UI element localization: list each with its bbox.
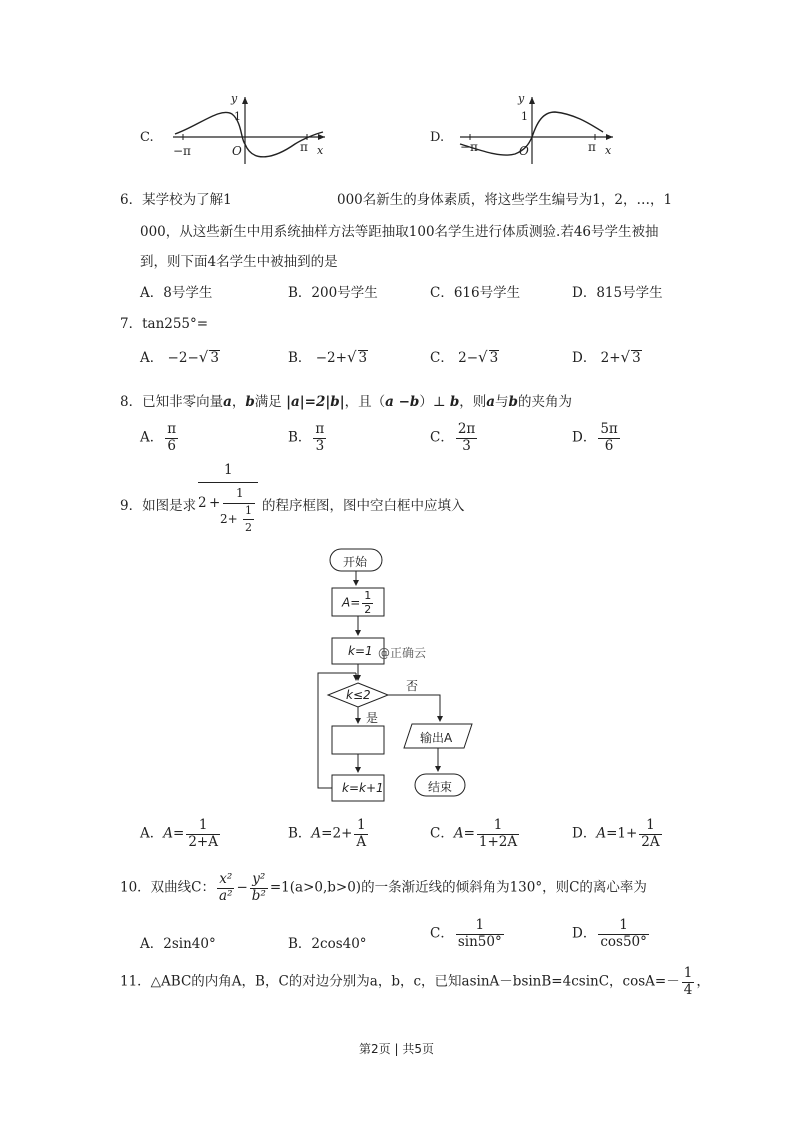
- sqrt-icon: √: [620, 348, 631, 366]
- cf-half-den: 2: [245, 521, 252, 534]
- q10-option-d-label: D．: [572, 925, 597, 942]
- q9-option-d-num: 1: [639, 818, 661, 835]
- q9-option-a-lhs: A=: [163, 825, 185, 842]
- q6-line2: 000，从这些新生中用系统抽样方法等距抽取100名学生进行体质测验.若46号学生被抽: [140, 224, 659, 240]
- flowchart-lines: [300, 545, 500, 805]
- q8-norm-eq: |a|=2|b|: [286, 394, 345, 410]
- flow-incr: k=k+1: [342, 781, 384, 795]
- graph-d-x-label: x: [605, 144, 612, 157]
- q8-text-1: 8．已知非零向量: [120, 394, 224, 410]
- q8-option-a-den: 6: [167, 437, 176, 454]
- q10-option-a-label: A．: [140, 936, 164, 952]
- q10-cond: =1(a>0,b>0): [269, 879, 362, 896]
- q10-option-c-den: sin50°: [457, 933, 502, 950]
- cf-half-num: 1: [245, 504, 252, 517]
- q10-y2: y²: [250, 872, 268, 889]
- q10-option-c-num: 1: [456, 918, 504, 935]
- q9-option-c-den: 1+2A: [478, 833, 518, 850]
- cf-inner-num: 1: [236, 486, 244, 500]
- q7-option-d-label: D．: [572, 350, 597, 366]
- q8-vec-a: a: [223, 394, 232, 410]
- graph-c-x-label: x: [317, 144, 324, 157]
- q8-option-b-label: B．: [288, 429, 312, 446]
- flow-assign-eq: =: [350, 595, 361, 610]
- q9-option-d-pre: 1+: [617, 825, 638, 842]
- q7-option-b-pre: −2+: [315, 350, 347, 366]
- q8-text-7: 的夹角为: [518, 394, 572, 410]
- q10-prefix: 10．双曲线C：: [120, 879, 216, 896]
- q8-a-minus-b: a −b: [385, 394, 420, 410]
- q10-stem: [120, 872, 647, 904]
- q9-option-d-lhs: A=: [596, 825, 618, 842]
- q10-option-b-text: 2cos40°: [311, 936, 367, 952]
- q7-option-b-rad: 3: [358, 350, 368, 366]
- q9-option-c[interactable]: [430, 818, 521, 850]
- q10-option-b[interactable]: [288, 932, 367, 952]
- q10-minus: −: [236, 879, 248, 896]
- q9-prefix: 9．如图是求: [120, 498, 197, 514]
- page-footer: 第2页 | 共5页: [359, 1042, 434, 1056]
- q9-option-b-label: B．: [288, 825, 312, 842]
- q7-option-c[interactable]: [430, 346, 499, 366]
- flow-yes: 是: [366, 711, 379, 725]
- q6-option-c[interactable]: C．616号学生: [430, 285, 521, 301]
- q7-option-c-rad: 3: [489, 350, 499, 366]
- q9-option-b-num: 1: [354, 818, 368, 835]
- q7-stem: 7．tan255°=: [120, 316, 209, 332]
- cf-top-num: 1: [224, 462, 233, 478]
- graph-c-one-label: 1: [234, 110, 241, 123]
- q10-option-d-den: cos50°: [600, 933, 647, 950]
- q10-option-d-num: 1: [598, 918, 649, 935]
- q10-option-c-label: C．: [430, 925, 454, 942]
- q10-b2: b²: [251, 887, 266, 904]
- q8-option-c-den: 3: [462, 437, 471, 454]
- q8-option-d[interactable]: [572, 422, 622, 454]
- q6-line3: 到，则下面4名学生中被抽到的是: [140, 254, 338, 270]
- q7-option-b[interactable]: [288, 346, 368, 366]
- q10-option-a[interactable]: [140, 932, 216, 952]
- q8-option-c[interactable]: [430, 422, 479, 454]
- flow-output: 输出A: [420, 731, 453, 745]
- q8-text-3: ，且（: [344, 394, 386, 410]
- q7-option-d-pre: 2+: [600, 350, 621, 366]
- q7-option-c-pre: 2−: [458, 350, 479, 366]
- q8-vec-b: b: [245, 394, 255, 410]
- flow-start: 开始: [343, 555, 368, 569]
- q6-line1b: 000名新生的身体素质，将这些学生编号为1，2，…，1: [337, 192, 673, 208]
- q8-comma: ，: [231, 394, 246, 410]
- q8-option-b-den: 3: [315, 437, 325, 454]
- flow-watermark: @正确云: [378, 646, 427, 660]
- q8-option-a-label: A．: [140, 429, 164, 446]
- q10-suffix: 的一条渐近线的倾斜角为130°，则C的离心率为: [361, 879, 647, 896]
- q11-num: 1: [683, 965, 693, 981]
- q8-option-b-num: π: [315, 421, 325, 437]
- sqrt-icon: √: [478, 348, 488, 366]
- graph-c-y-label: y: [231, 92, 238, 105]
- q8-vec-b-2: b: [449, 394, 460, 410]
- q8-option-d-label: D．: [572, 429, 597, 446]
- q9-option-b-den: A: [356, 833, 367, 850]
- q8-option-a[interactable]: [140, 422, 180, 454]
- q8-vec-b-3: b: [508, 394, 518, 410]
- q8-text-6: 与: [495, 394, 509, 410]
- graph-c-pi: π: [300, 140, 308, 154]
- graph-d-origin: O: [519, 144, 529, 158]
- q7-option-a[interactable]: [140, 346, 220, 366]
- q8-vec-a-2: a: [486, 394, 496, 410]
- q6-option-d[interactable]: D．815号学生: [572, 285, 663, 301]
- q8-text-2: 满足: [254, 394, 282, 410]
- q9-option-d[interactable]: [572, 818, 664, 850]
- q11-den: 4: [683, 981, 693, 998]
- q7-option-d-rad: 3: [632, 350, 641, 366]
- cf-plus: +: [209, 495, 221, 511]
- graph-c: [135, 92, 335, 167]
- q9-option-c-num: 1: [477, 818, 519, 835]
- q9-option-d-label: D．: [572, 825, 597, 842]
- q6-option-b[interactable]: B．200号学生: [288, 285, 378, 301]
- q10-option-a-text: 2sin40°: [163, 936, 216, 952]
- q9-option-b-pre: 2+: [332, 825, 353, 842]
- q8-stem: [120, 390, 572, 410]
- q7-option-c-label: C．: [430, 350, 454, 366]
- graph-d-one-label: 1: [521, 110, 528, 123]
- cf-two: 2: [198, 495, 207, 511]
- cf-half-bar: [243, 519, 254, 520]
- q9-option-b-lhs: A=: [311, 825, 333, 842]
- q9-option-a-den: 2+A: [188, 833, 218, 850]
- graph-d-label: D.: [430, 130, 445, 145]
- q8-text-5: ，则: [459, 394, 487, 410]
- graph-d-y-label: y: [518, 92, 525, 105]
- q8-option-d-den: 6: [604, 437, 614, 454]
- flowchart: [300, 545, 500, 805]
- flow-no: 否: [406, 679, 419, 693]
- q9-option-a-num: 1: [186, 818, 220, 835]
- q8-option-d-num: 5π: [600, 421, 618, 437]
- q6-option-a[interactable]: A．8号学生: [140, 285, 213, 301]
- graph-c-label: C.: [140, 130, 154, 145]
- q9-option-c-label: C．: [430, 825, 454, 842]
- q6-line1a: 6．某学校为了解1: [120, 192, 232, 208]
- q9-option-a[interactable]: [140, 818, 222, 850]
- flow-assign-var: A: [342, 595, 351, 610]
- graph-c-origin: O: [232, 144, 242, 158]
- flow-assign-num: 1: [364, 589, 372, 602]
- graph-d: [425, 92, 625, 167]
- graph-d-pi: π: [588, 140, 596, 154]
- q9-option-b[interactable]: [288, 818, 370, 850]
- q7-option-a-pre: −2−: [167, 350, 199, 366]
- flow-condition: k≤2: [346, 688, 371, 702]
- q8-option-c-label: C．: [430, 429, 454, 446]
- q7-option-d[interactable]: [572, 346, 642, 366]
- flow-assign: [342, 590, 375, 616]
- flow-assign-den: 2: [364, 602, 372, 616]
- q8-option-b[interactable]: [288, 422, 328, 454]
- q11-tail: ，: [696, 973, 710, 990]
- sqrt-icon: √: [346, 348, 357, 366]
- q7-option-a-label: A．: [140, 350, 164, 366]
- q8-option-c-num: 2π: [457, 421, 476, 437]
- q9-option-d-den: 2A: [641, 833, 660, 850]
- graph-c-neg-pi: −π: [173, 144, 191, 158]
- cf-main-bar: [198, 482, 258, 483]
- q7-option-a-rad: 3: [210, 350, 219, 366]
- q8-text-4: ）⊥: [419, 394, 446, 410]
- q8-option-a-num: π: [167, 421, 177, 437]
- cf-inner-den: 2+: [220, 512, 238, 526]
- q9-continued-fraction: [196, 462, 260, 542]
- flow-end: 结束: [428, 780, 453, 794]
- q7-option-b-label: B．: [288, 350, 312, 366]
- sqrt-icon: √: [198, 348, 209, 366]
- q9-suffix: 的程序框图，图中空白框中应填入: [262, 498, 465, 514]
- q9-option-c-lhs: A=: [453, 825, 475, 842]
- q10-option-c[interactable]: [430, 918, 506, 950]
- q11-stem: [120, 966, 710, 998]
- q10-option-b-label: B．: [288, 936, 312, 952]
- graph-d-neg-pi: −π: [460, 140, 478, 154]
- q10-option-d[interactable]: [572, 918, 651, 950]
- q9-option-a-label: A．: [140, 825, 164, 842]
- q11-text: 11．△ABC的内角A，B，C的对边分别为a，b，c，已知asinA－bsinB=4csinC，cosA=－: [120, 973, 680, 990]
- q10-x2: x²: [217, 872, 234, 889]
- flow-k-init: k=1: [348, 644, 373, 658]
- q10-a2: a²: [219, 887, 233, 904]
